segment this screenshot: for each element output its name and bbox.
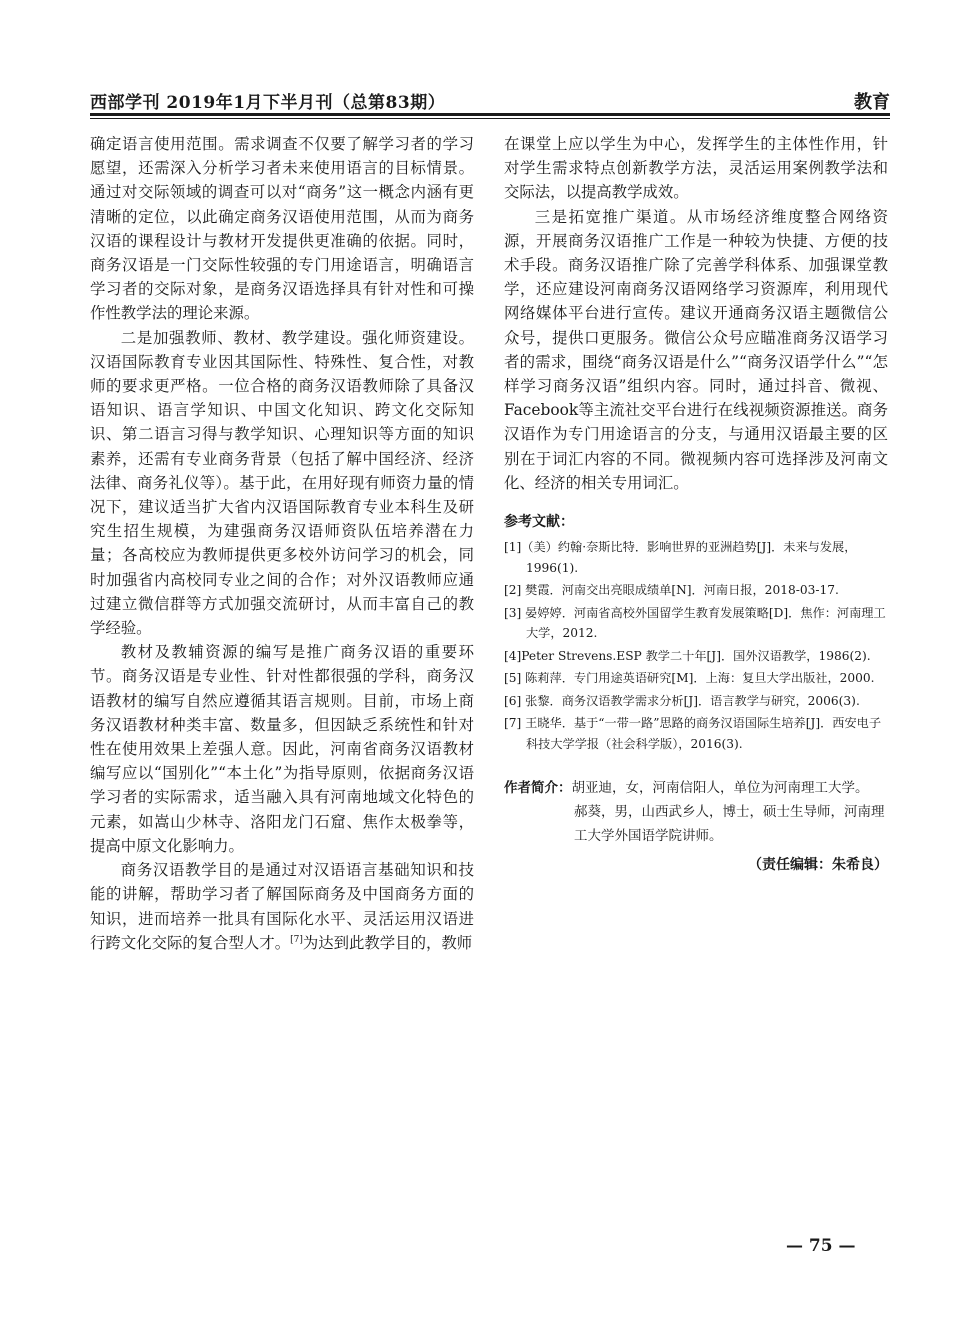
page-number: — 75 — [786,1236,856,1256]
reference-item: [6] 张黎．商务汉语教学需求分析[J]．语言教学与研究，2006(3). [504,693,860,708]
body-paragraph: 在课堂上应以学生为中心，发挥学生的主体性作用，针对学生需求特点创新教学方法，灵活运用案例教学法和交际法，以提高教学成效。 [504,135,888,202]
author-bio [504,776,888,848]
reference-item: [4]Peter Strevens.ESP 教学二十年[J]．国外汉语教学，1986(2). [504,648,871,663]
author-one: 胡亚迪，女，河南信阳人，单位为河南理工大学。 [571,780,869,797]
section-tag: 教育 [854,92,890,113]
author-two: 郝葵，男，山西武乡人，博士，硕士生导师，河南理工大学外国语学院讲师。 [574,804,885,845]
body-paragraph: 教材及教辅资源的编写是推广商务汉语的重要环节。商务汉语是专业性、针对性都很强的学科，商务汉语教材的编写自然应遵循其语言规则。目前，市场上商务汉语教材种类丰富、数量多，但因缺乏系统性和针对性在使用效果上差强人意。因此，河南省商务汉语教材编写应以“国别化”“本土化”为指导原则，依据商务汉语学习者的实际需求，适当融入具有河南地域文化特色的元素，如嵩山少林寺、洛阳龙门石窟、焦作太极拳等，提高中原文化影响力。 [90,643,474,855]
header-rule-thick [90,113,890,116]
body-paragraph [90,858,474,955]
paragraph-text: 商务汉语教学目的是通过对汉语语言基础知识和技能的讲解，帮助学习者了解国际商务及中国商务方面的知识，进而培养一批具有国际化水平、灵活运用汉语进行跨文化交际的复合型人才。 [90,861,474,952]
left-column [90,132,474,955]
reference-item: [5] 陈莉萍．专门用途英语研究[M]．上海：复旦大学出版社，2000. [504,671,875,686]
body-paragraph: 确定语言使用范围。需求调查不仅要了解学习者的学习愿望，还需深入分析学习者未来使用语言的目标情景。通过对交际领域的调查可以对“商务”这一概念内涵有更清晰的定位，以此确定商务汉语使用范围，从而为商务汉语的课程设计与教材开发提供更准确的依据。同时，商务汉语是一门交际性较强的专门用途语言，明确语言学习者的交际对象，是商务汉语选择具有针对性和可操作性教学法的理论来源。 [90,135,474,323]
citation-marker: [7] [290,934,303,945]
references-list [504,537,888,754]
author-line [504,776,888,800]
body-paragraph: 三是拓宽推广渠道。从市场经济维度整合网络资源，开展商务汉语推广工作是一种较为快捷、方便的技术手段。商务汉语推广除了完善学科体系、加强课堂教学，还应建设河南商务汉语网络学习资源库，利用现代网络媒体平台进行宣传。建议开通商务汉语主题微信公众号，提供口更服务。微信公众号应瞄准商务汉语学习者的需求，围绕“商务汉语是什么”“商务汉语学什么”“怎样学习商务汉语”组织内容。同时，通过抖音、微视、Facebook等主流社交平台进行在线视频资源推送。商务汉语作为专门用途语言的分支，与通用汉语最主要的区别在于词汇内容的不同。微视频内容可选择涉及河南文化、经济的相关专用词汇。 [504,207,888,492]
body-paragraph: 二是加强教师、教材、教学建设。强化师资建设。汉语国际教育专业因其国际性、特殊性、复合性，对教师的要求更严格。一位合格的商务汉语教师除了具备汉语知识、语言学知识、中国文化知识、跨文化交际知识、第二语言习得与教学知识、心理知识等方面的知识素养，还需有专业商务背景（包括了解中国经济、经济法律、商务礼仪等）。基于此，在用好现有师资力量的情况下，建议适当扩大省内汉语国际教育专业本科生及研究生招生规模，为建强商务汉语师资队伍培养潜在力量；各高校应为教师提供更多校外访问学习的机会，同时加强省内高校同专业之间的合作；对外汉语教师应通过建立微信群等方式加强交流研讨，从而丰富自己的教学经验。 [90,328,474,638]
reference-item: [2] 樊霞．河南交出亮眼成绩单[N]．河南日报，2018-03-17. [504,583,839,598]
journal-issue-line: 西部学刊 2019年1月下半月刊（总第83期） [90,93,446,113]
reference-item: [7] 王晓华．基于“一带一路”思路的商务汉语国际生培养[J]．西安电子科技大学学报（社会科学版），2016(3). [504,716,882,751]
author-label: 作者简介： [504,780,572,797]
reference-item: [3] 晏婷婷．河南省高校外国留学生教育发展策略[D]．焦作：河南理工大学，2012. [504,605,886,641]
paragraph-text: 为达到此教学目的，教师 [302,933,473,952]
header-rule-thin [90,118,890,119]
running-header [90,86,890,112]
references-heading: 参考文献： [504,514,574,531]
responsible-editor: （责任编辑：朱希良） [748,857,888,874]
right-column [504,132,888,874]
reference-item: [1]（美）约翰·奈斯比特．影响世界的亚洲趋势[J]．未来与发展，1996(1). [504,540,857,575]
